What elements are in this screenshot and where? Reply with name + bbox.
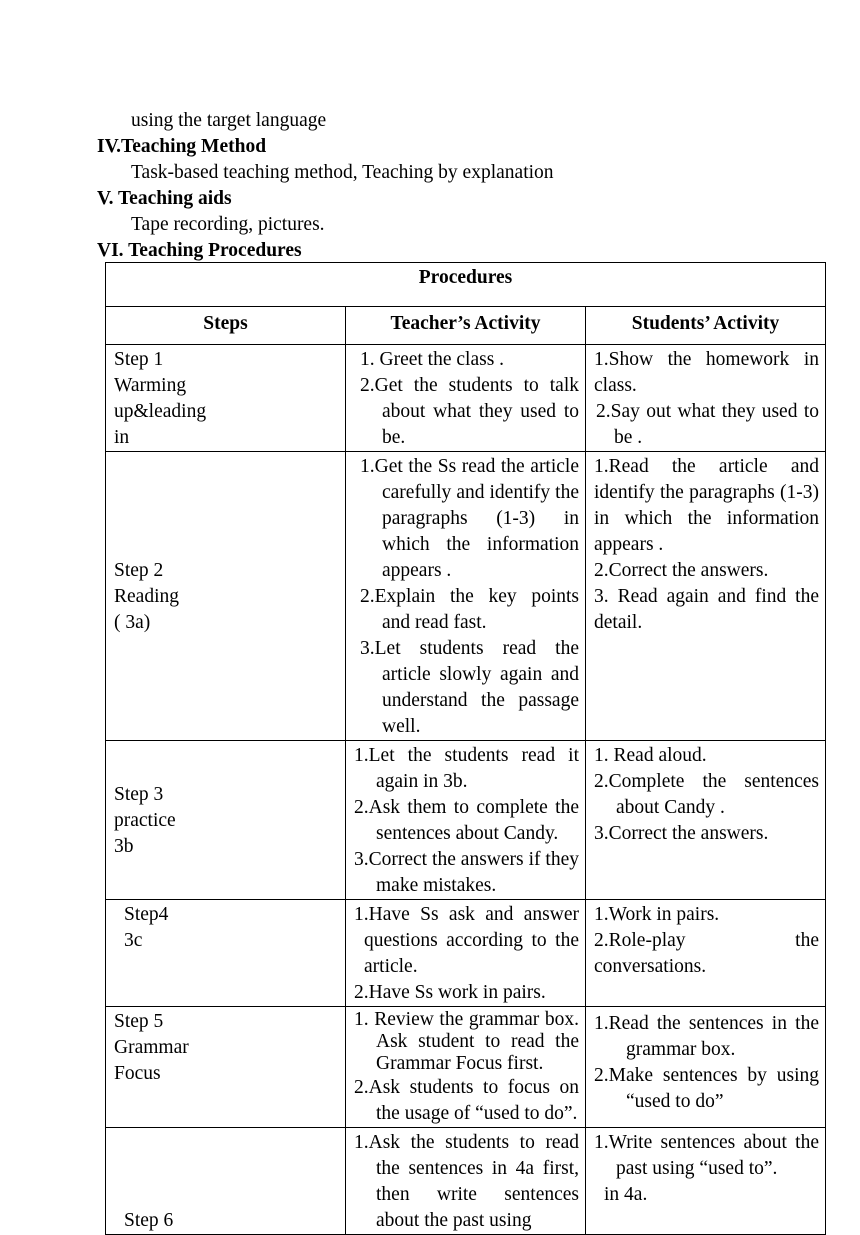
teaching-procedures-heading: VI. Teaching Procedures xyxy=(97,240,302,261)
step-label: Step 2 Reading ( 3a) xyxy=(114,560,179,633)
teaching-method-heading: IV.Teaching Method xyxy=(97,136,267,157)
teacher-item: 2.Have Ss work in pairs. xyxy=(354,982,546,1003)
intro-line: using the target language xyxy=(131,110,327,131)
student-item: 3. Read again and find the detail. xyxy=(594,586,819,633)
procedures-title: Procedures xyxy=(106,263,826,307)
table-row xyxy=(106,900,826,1007)
step-label: Step 1 Warming up&leading in xyxy=(114,349,207,448)
table-row xyxy=(106,345,826,452)
student-item: 2.Correct the answers. xyxy=(594,560,769,581)
step-label: Step 3 practice 3b xyxy=(114,784,176,857)
teacher-item: 1. Review the grammar box. Ask student to read the Grammar Focus first. xyxy=(354,1009,579,1074)
procedures-table xyxy=(105,262,826,1235)
teaching-method-text: Task-based teaching method, Teaching by explanation xyxy=(131,162,554,183)
step-label: Step4 3c xyxy=(124,904,169,951)
step-label: Step 5 Grammar Focus xyxy=(114,1011,189,1084)
student-item: 2.Say out what they used to be . xyxy=(596,401,819,448)
header-steps: Steps xyxy=(106,307,346,345)
teacher-item: 3.Correct the answers if they make mistakes. xyxy=(354,849,579,896)
student-item: 2.Role-play the conversations. xyxy=(594,930,819,977)
teacher-item: 2.Explain the key points and read fast. xyxy=(360,586,579,633)
student-item: 2.Make sentences by using “used to do” xyxy=(594,1065,819,1112)
student-item: 1.Work in pairs. xyxy=(594,904,720,925)
student-item: 3.Correct the answers. xyxy=(594,823,769,844)
teacher-item: 1. Greet the class . xyxy=(360,349,505,370)
teaching-aids-text: Tape recording, pictures. xyxy=(131,214,325,235)
student-item: 1.Read the sentences in the grammar box. xyxy=(594,1013,819,1060)
student-item: 1. Read aloud. xyxy=(594,745,707,766)
teacher-item: 1.Get the Ss read the article carefully and identify the paragraphs (1-3) in which the information appears . xyxy=(360,456,579,581)
student-item: 2.Complete the sentences about Candy . xyxy=(594,771,819,818)
header-students-activity: Students’ Activity xyxy=(586,307,826,345)
teacher-item: 1.Ask the students to read the sentences in 4a first, then write sentences about the past using xyxy=(354,1132,579,1231)
teacher-item: 1.Let the students read it again in 3b. xyxy=(354,745,579,792)
teacher-item: 2.Ask them to complete the sentences about Candy. xyxy=(354,797,579,844)
table-row xyxy=(106,452,826,741)
student-item: in 4a. xyxy=(604,1184,648,1205)
teacher-item: 1.Have Ss ask and answer questions according to the article. xyxy=(354,904,579,977)
table-row xyxy=(106,741,826,900)
teaching-aids-heading: V. Teaching aids xyxy=(97,188,232,209)
student-item: 1.Write sentences about the past using “used to”. xyxy=(594,1132,819,1179)
teacher-item: 2.Get the students to talk about what they used to be. xyxy=(360,375,579,448)
table-row xyxy=(106,1007,826,1128)
student-item: 1.Show the homework in class. xyxy=(594,349,819,396)
student-item: 1.Read the article and identify the paragraphs (1-3) in which the information appears . xyxy=(594,456,819,555)
teacher-item: 3.Let students read the article slowly again and understand the passage well. xyxy=(360,638,579,737)
table-row xyxy=(106,1128,826,1235)
step-label: Step 6 xyxy=(124,1210,174,1231)
teacher-item: 2.Ask students to focus on the usage of “used to do”. xyxy=(354,1077,579,1124)
header-teacher-activity: Teacher’s Activity xyxy=(346,307,586,345)
